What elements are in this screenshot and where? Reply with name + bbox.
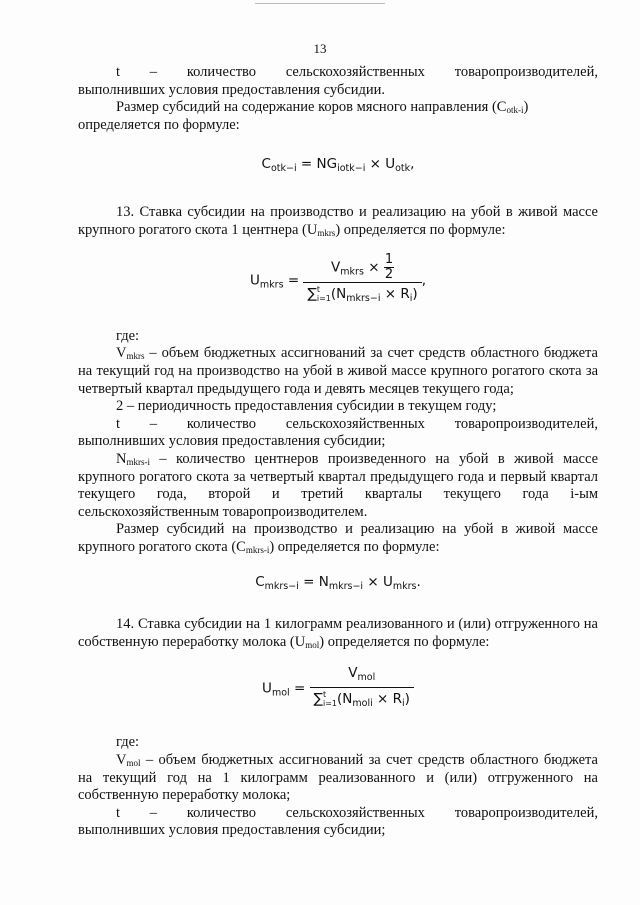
fraction-mol: $V_{mol}$ ∑ t i=1 $(N_{moli} \times R_i)$ bbox=[310, 665, 414, 712]
cmkrs-intro-paragraph: Размер субсидий на производство и реализацию на убой в живой массе крупного рогатого скота $(C_{mkrs-i})$ определяется по формуле: bbox=[78, 521, 598, 555]
where-label-1: где: bbox=[116, 327, 140, 344]
item-14-paragraph: 14. Ставка субсидии на 1 килограмм реализованного и (или) отгруженного на собственную переработку молока $(U_{mol})$ определяется по формуле: bbox=[78, 616, 598, 650]
top-edge-line bbox=[255, 3, 385, 4]
vmol-definition: $V_{mol}$ – объем бюджетных ассигнований за счет средств областного бюджета на текущий год на 1 килограмм реализованного и (или) отгруженного на собственную переработку молока; bbox=[78, 752, 598, 804]
t-definition-line-3: t – количество сельскохозяйственных товаропроизводителей, bbox=[116, 804, 598, 821]
formula-umkrs: $U_{mkrs}$ = $V_{mkrs}$ × $\frac{1}{2}$ ∑ t i=1 $(N_{mkrs-i} \times R_i)$ , bbox=[78, 253, 598, 308]
item-13-paragraph: 13. Ставка субсидии на производство и реализацию на убой в живой массе крупного рогатого скота 1 центнера $(U_{mkrs})$ определяется по формуле: bbox=[78, 203, 598, 238]
page-number: 13 bbox=[313, 41, 327, 56]
t-definition-line: t – количество сельскохозяйственных товаропроизводителей, bbox=[116, 64, 598, 80]
document-body bbox=[78, 64, 598, 840]
half-fraction: $\frac{1}{2}$ bbox=[384, 252, 394, 283]
vmkrs-definition: $V_{mkrs}$ – объем бюджетных ассигнований за счет средств областного бюджета на текущий год на производство на убой в живой массе крупного рогатого скота за четвертый квартал предыдущего года и девять месяцев текущего года; bbox=[78, 345, 598, 397]
formula-umol: $U_{mol}$ = $V_{mol}$ ∑ t i=1 $(N_{moli} \times R_i)$ bbox=[78, 665, 598, 712]
cotk-intro-paragraph: Размер субсидий на содержание коров мясного направления $(C_{otk-i})$ определяется по формуле: bbox=[78, 99, 529, 133]
nmkrs-definition: $N_{mkrs-i}$ – количество центнеров произведенного на убой в живой массе крупного рогатого скота за четвертый квартал предыдущего года и первый квартал текущего года, второй и третий кварталы текущего года i-ым сельскохозяйственным товаропроизводителем. bbox=[78, 450, 598, 520]
formula-cotk: $C_{otk-i} = NG_{iotk-i} \times U_{otk}$, bbox=[261, 156, 415, 175]
t-definition-line-2: t – количество сельскохозяйственных товаропроизводителей, bbox=[116, 415, 598, 432]
t-definition-continuation: выполнивших условия предоставления субсидии. bbox=[78, 81, 386, 98]
periodicity-line: 2 – периодичность предоставления субсидии в текущем году; bbox=[116, 398, 497, 415]
t-definition-continuation-2: выполнивших условия предоставления субсидии; bbox=[78, 433, 386, 450]
where-label-2: где: bbox=[116, 734, 140, 751]
formula-cmkrs: $C_{mkrs-i} = N_{mkrs-i} \times U_{mkrs}$. bbox=[255, 574, 421, 593]
t-definition-continuation-3: выполнивших условия предоставления субсидии; bbox=[78, 822, 386, 839]
fraction: $V_{mkrs}$ × $\frac{1}{2}$ ∑ t i=1 $(N_{mkrs-i} \times R_i)$ bbox=[303, 253, 421, 308]
